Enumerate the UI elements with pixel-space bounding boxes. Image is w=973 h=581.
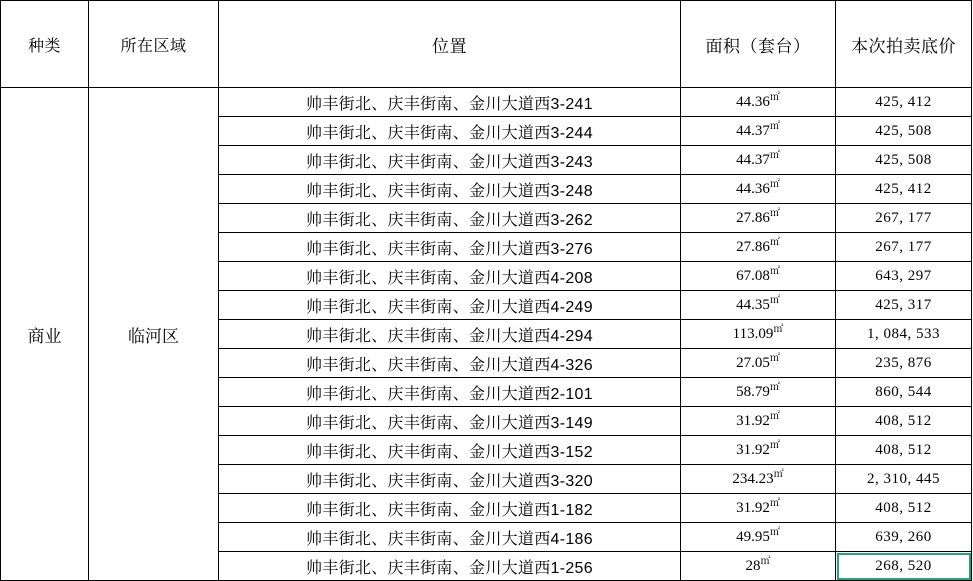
cell-price: 425, 508	[836, 146, 972, 175]
cell-price: 643, 297	[836, 262, 972, 291]
cell-price: 639, 260	[836, 523, 972, 552]
cell-location: 帅丰街北、庆丰街南、金川大道西3-320	[219, 465, 681, 494]
cell-area-unit: ㎡	[769, 178, 780, 190]
cell-location: 帅丰街北、庆丰街南、金川大道西3-244	[219, 117, 681, 146]
cell-price: 2, 310, 445	[836, 465, 972, 494]
cell-area	[681, 436, 836, 465]
cell-price: 235, 876	[836, 349, 972, 378]
cell-area-value: 27.86	[736, 238, 770, 255]
cell-area-unit: ㎡	[773, 468, 784, 480]
cell-location: 帅丰街北、庆丰街南、金川大道西4-326	[219, 349, 681, 378]
cell-area	[681, 494, 836, 523]
cell-price: 425, 508	[836, 117, 972, 146]
cell-area	[681, 465, 836, 494]
cell-area	[681, 88, 836, 117]
cell-location: 帅丰街北、庆丰街南、金川大道西3-241	[219, 88, 681, 117]
cell-area	[681, 523, 836, 552]
cell-area-value: 58.79	[736, 383, 770, 400]
cell-location: 帅丰街北、庆丰街南、金川大道西1-182	[219, 494, 681, 523]
cell-location: 帅丰街北、庆丰街南、金川大道西3-152	[219, 436, 681, 465]
cell-location: 帅丰街北、庆丰街南、金川大道西4-294	[219, 320, 681, 349]
cell-location: 帅丰街北、庆丰街南、金川大道西3-243	[219, 146, 681, 175]
cell-area-value: 31.92	[736, 441, 770, 458]
cell-area-unit: ㎡	[769, 236, 780, 248]
cell-price: 408, 512	[836, 494, 972, 523]
cell-area-unit: ㎡	[760, 555, 771, 567]
cell-location: 帅丰街北、庆丰街南、金川大道西3-248	[219, 175, 681, 204]
cell-area-unit: ㎡	[769, 294, 780, 306]
cell-price: 267, 177	[836, 204, 972, 233]
cell-area-unit: ㎡	[769, 265, 780, 277]
cell-price: 408, 512	[836, 407, 972, 436]
cell-region: 临河区	[89, 88, 219, 581]
cell-area	[681, 552, 836, 581]
cell-area	[681, 233, 836, 262]
cell-location: 帅丰街北、庆丰街南、金川大道西3-149	[219, 407, 681, 436]
cell-area-unit: ㎡	[769, 91, 780, 103]
cell-area-unit: ㎡	[773, 323, 784, 335]
cell-area-unit: ㎡	[769, 439, 780, 451]
cell-area-unit: ㎡	[769, 352, 780, 364]
cell-area-value: 28	[745, 557, 761, 574]
column-header-location: 位置	[219, 1, 681, 88]
cell-price: 1, 084, 533	[836, 320, 972, 349]
cell-area	[681, 349, 836, 378]
cell-area-value: 67.08	[736, 267, 770, 284]
cell-category-type: 商业	[1, 88, 89, 581]
cell-location: 帅丰街北、庆丰街南、金川大道西3-276	[219, 233, 681, 262]
cell-area	[681, 175, 836, 204]
cell-location: 帅丰街北、庆丰街南、金川大道西4-249	[219, 291, 681, 320]
cell-area-value: 27.05	[736, 354, 770, 371]
cell-price: 860, 544	[836, 378, 972, 407]
cell-area-value: 113.09	[732, 325, 774, 342]
cell-area-unit: ㎡	[769, 410, 780, 422]
cell-location: 帅丰街北、庆丰街南、金川大道西4-186	[219, 523, 681, 552]
cell-price: 408, 512	[836, 436, 972, 465]
column-header-area: 面积（套台）	[681, 1, 836, 88]
cell-area	[681, 117, 836, 146]
cell-price: 425, 412	[836, 175, 972, 204]
column-header-type: 种类	[1, 1, 89, 88]
cell-area-unit: ㎡	[769, 207, 780, 219]
cell-price-highlighted: 268, 520	[836, 552, 972, 581]
cell-area-value: 27.86	[736, 209, 770, 226]
cell-area-value: 31.92	[736, 499, 770, 516]
header-row	[1, 1, 972, 88]
cell-price: 425, 317	[836, 291, 972, 320]
cell-location: 帅丰街北、庆丰街南、金川大道西3-262	[219, 204, 681, 233]
cell-area	[681, 291, 836, 320]
cell-area-unit: ㎡	[769, 120, 780, 132]
cell-area-value: 234.23	[732, 470, 774, 487]
cell-area-unit: ㎡	[769, 149, 780, 161]
cell-location: 帅丰街北、庆丰街南、金川大道西1-256	[219, 552, 681, 581]
cell-area-unit: ㎡	[769, 381, 780, 393]
cell-area-unit: ㎡	[769, 526, 780, 538]
cell-price: 267, 177	[836, 233, 972, 262]
column-header-region: 所在区域	[89, 1, 219, 88]
cell-location: 帅丰街北、庆丰街南、金川大道西2-101	[219, 378, 681, 407]
cell-area	[681, 407, 836, 436]
cell-area-value: 44.37	[736, 151, 770, 168]
table-header	[1, 1, 972, 88]
cell-price: 425, 412	[836, 88, 972, 117]
cell-area-value: 44.36	[736, 93, 770, 110]
column-header-price: 本次拍卖底价	[836, 1, 972, 88]
cell-area-unit: ㎡	[769, 497, 780, 509]
cell-area-value: 44.35	[736, 296, 770, 313]
table-row	[1, 88, 972, 117]
cell-area	[681, 146, 836, 175]
cell-location: 帅丰街北、庆丰街南、金川大道西4-208	[219, 262, 681, 291]
table-body	[1, 88, 972, 581]
cell-area	[681, 378, 836, 407]
cell-area	[681, 320, 836, 349]
cell-area-value: 44.37	[736, 122, 770, 139]
cell-area-value: 31.92	[736, 412, 770, 429]
cell-area-value: 44.36	[736, 180, 770, 197]
cell-area	[681, 204, 836, 233]
cell-area	[681, 262, 836, 291]
cell-area-value: 49.95	[736, 528, 770, 545]
